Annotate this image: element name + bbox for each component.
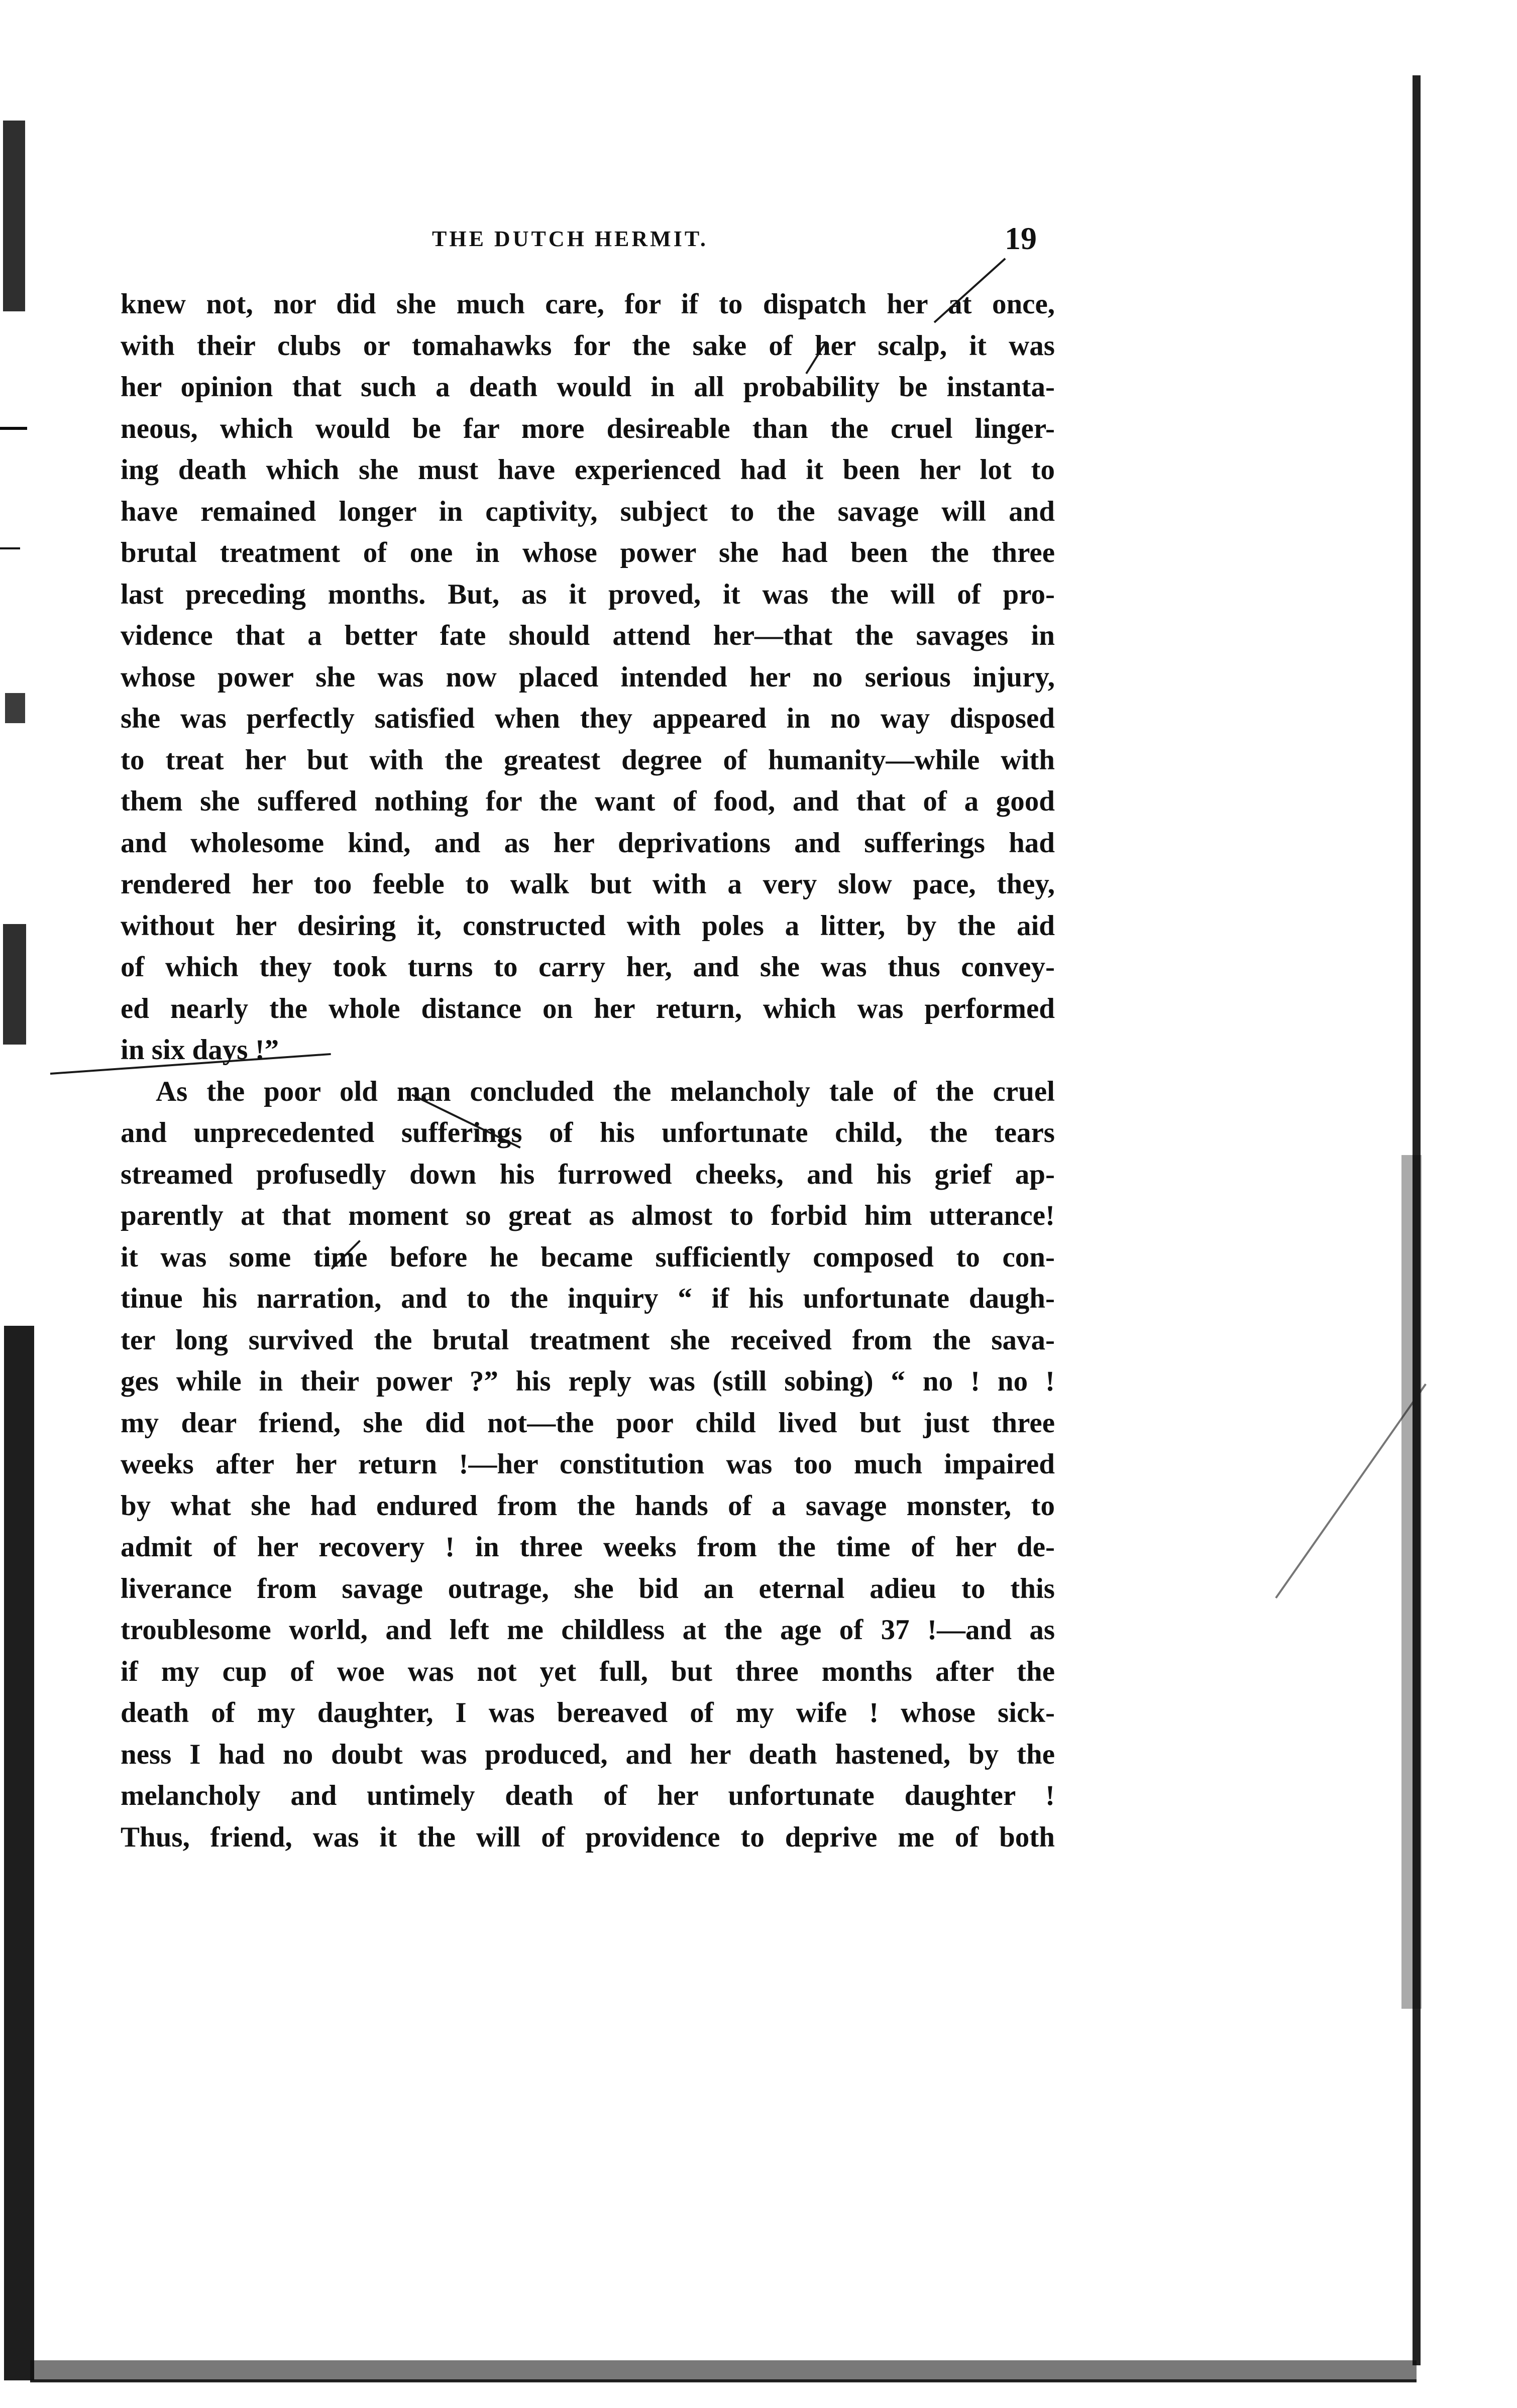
scan-right-edge-speckle [1401,1155,1422,2009]
scan-left-dash-2 [0,547,20,549]
text-line: brutal treatment of one in whose power she had been the three [121,537,1055,568]
text-line: if my cup of woe was not yet full, but three months after the [121,1655,1055,1687]
text-line: ter long survived the brutal treatment she received from the sava- [121,1324,1055,1356]
text-line: troublesome world, and left me childless at the age of 37 !—and as [121,1614,1055,1646]
scan-bottom-edge-line [30,2379,1417,2382]
text-line: ges while in their power ?” his reply was (still sobing) “ no ! no ! [121,1365,1055,1397]
text-line: rendered her too feeble to walk but with a very slow pace, they, [121,868,1055,900]
page-number: 19 [1005,220,1037,256]
text-line: vidence that a better fate should attend her—that the savages in [121,620,1055,651]
scan-binding-shadow-mid [3,924,26,1045]
running-title: THE DUTCH HERMIT. [432,226,708,251]
text-line: and unprecedented sufferings of his unfortunate child, the tears [121,1117,1055,1149]
text-line: Thus, friend, was it the will of providence to deprive me of both [121,1821,1055,1853]
paragraph-end-line: in six days !” [121,1034,279,1066]
text-line: by what she had endured from the hands of a savage monster, to [121,1489,1055,1522]
body-text [121,284,1055,1858]
text-line: to treat her but with the greatest degree of humanity—while with [121,744,1055,776]
text-line: she was perfectly satisfied when they appeared in no way disposed [121,703,1055,734]
text-line: liverance from savage outrage, she bid an eternal adieu to this [121,1572,1055,1604]
text-line: neous, which would be far more desireable than the cruel linger- [121,412,1055,444]
text-line: of which they took turns to carry her, and she was thus convey- [121,951,1055,983]
text-line: them she suffered nothing for the want of food, and that of a good [121,785,1055,817]
text-line: ness I had no doubt was produced, and her death hastened, by the [121,1738,1055,1770]
scan-binding-shadow-mark [5,693,25,723]
scan-binding-shadow-top [3,121,25,311]
text-line: and wholesome kind, and as her deprivations and sufferings had [121,827,1055,859]
text-line: my dear friend, she did not—the poor child lived but just three [121,1407,1055,1439]
text-line: with their clubs or tomahawks for the sake of her scalp, it was [121,329,1055,362]
text-line: admit of her recovery ! in three weeks from the time of her de- [121,1531,1055,1563]
text-line: death of my daughter, I was bereaved of my wife ! whose sick- [121,1697,1055,1729]
text-line: her opinion that such a death would in all probability be instanta- [121,371,1055,403]
text-line: whose power she was now placed intended her no serious injury, [121,661,1055,693]
text-line: knew not, nor did she much care, for if to dispatch her at once, [121,288,1055,320]
scan-left-dash-1 [0,427,27,430]
running-header [121,220,1055,260]
text-line: ing death which she must have experienced had it been her lot to [121,454,1055,486]
text-line: it was some time before he became sufficiently composed to con- [121,1241,1055,1273]
text-line: last preceding months. But, as it proved, it was the will of pro- [121,578,1055,610]
scan-bottom-edge [30,2360,1417,2380]
text-line: melancholy and untimely death of her unfortunate daughter ! [121,1780,1055,1811]
text-line: streamed profusedly down his furrowed cheeks, and his grief ap- [121,1158,1055,1190]
text-line: have remained longer in captivity, subject to the savage will and [121,495,1055,527]
text-line: ed nearly the whole distance on her return, which was performed [121,992,1055,1024]
text-line: weeks after her return !—her constitution was too much impaired [121,1448,1055,1480]
scan-binding-shadow-lower [4,1326,34,2380]
text-line: without her desiring it, constructed with poles a litter, by the aid [121,909,1055,942]
text-line: parently at that moment so great as almost to forbid him utterance! [121,1200,1055,1231]
paragraph-start-line: As the poor old man concluded the melancholy tale of the cruel [156,1075,1055,1107]
text-line: tinue his narration, and to the inquiry “ if his unfortunate daugh- [121,1283,1055,1314]
